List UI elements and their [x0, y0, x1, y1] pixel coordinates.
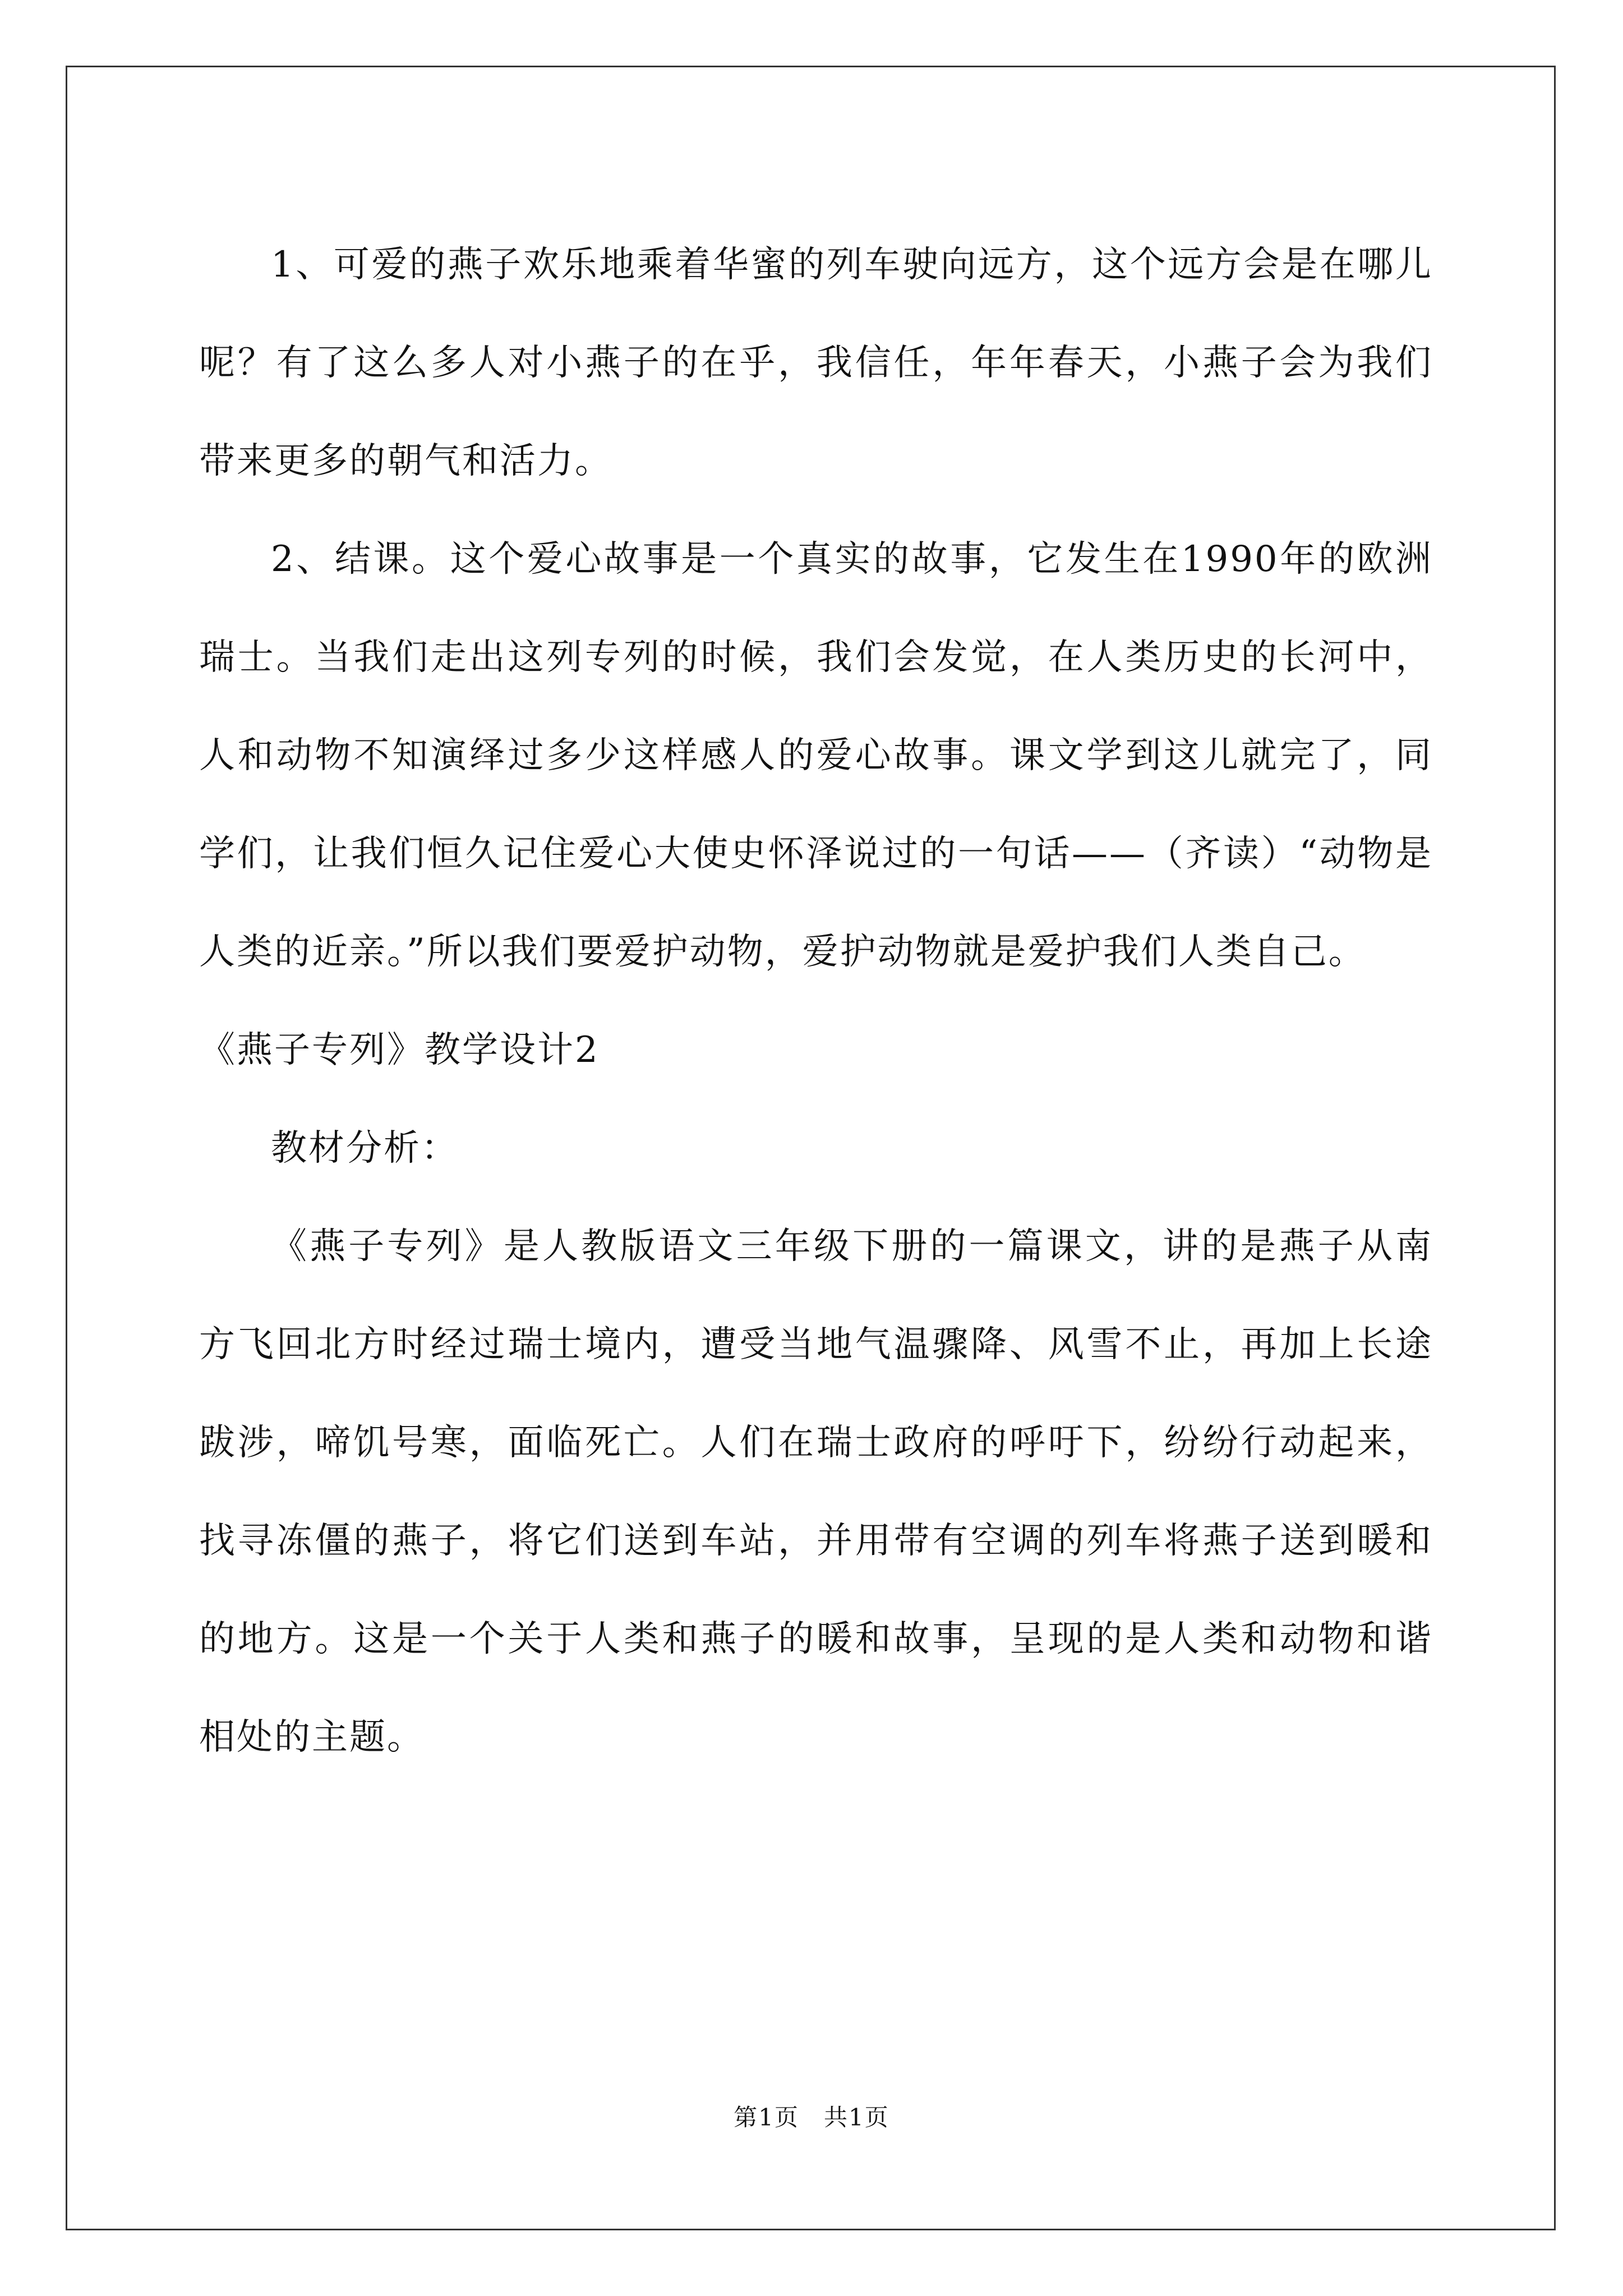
subheading: 教材分析：	[271, 1128, 459, 1169]
paragraph-1: 1、可爱的燕子欢乐地乘着华蜜的列车驶向远方，这个远方会是在哪儿呢？有了这么多人对小燕子的在乎，我信任，年年春天，小燕子会为我们带来更多的朝气和活力。	[199, 244, 1433, 482]
paragraph-analysis: 《燕子专列》是人教版语文三年级下册的一篇课文，讲的是燕子从南方飞回北方时经过瑞士境内，遭受当地气温骤降、风雪不止，再加上长途跋涉，啼饥号寒，面临死亡。人们在瑞士政府的呼吁下，纷纷行动起来，找寻冻僵的燕子，将它们送到车站，并用带有空调的列车将燕子送到暖和的地方。这是一个关于人类和燕子的暖和故事，呈现的是人类和动物和谐相处的主题。	[199, 1226, 1433, 1758]
section-title: 《燕子专列》教学设计2	[199, 1029, 600, 1071]
document-body	[199, 216, 1433, 1787]
paragraph-2: 2、结课。这个爱心故事是一个真实的故事，它发生在1990年的欧洲瑞士。当我们走出这列专列的时候，我们会发觉，在人类历史的长河中，人和动物不知演绎过多少这样感人的爱心故事。课文学到这儿就完了，同学们，让我们恒久记住爱心大使史怀泽说过的一句话——（齐读）“动物是人类的近亲。”所以我们要爱护动物，爱护动物就是爱护我们人类自己。	[199, 539, 1433, 973]
page-number: 第1页 共1页	[734, 2104, 889, 2131]
